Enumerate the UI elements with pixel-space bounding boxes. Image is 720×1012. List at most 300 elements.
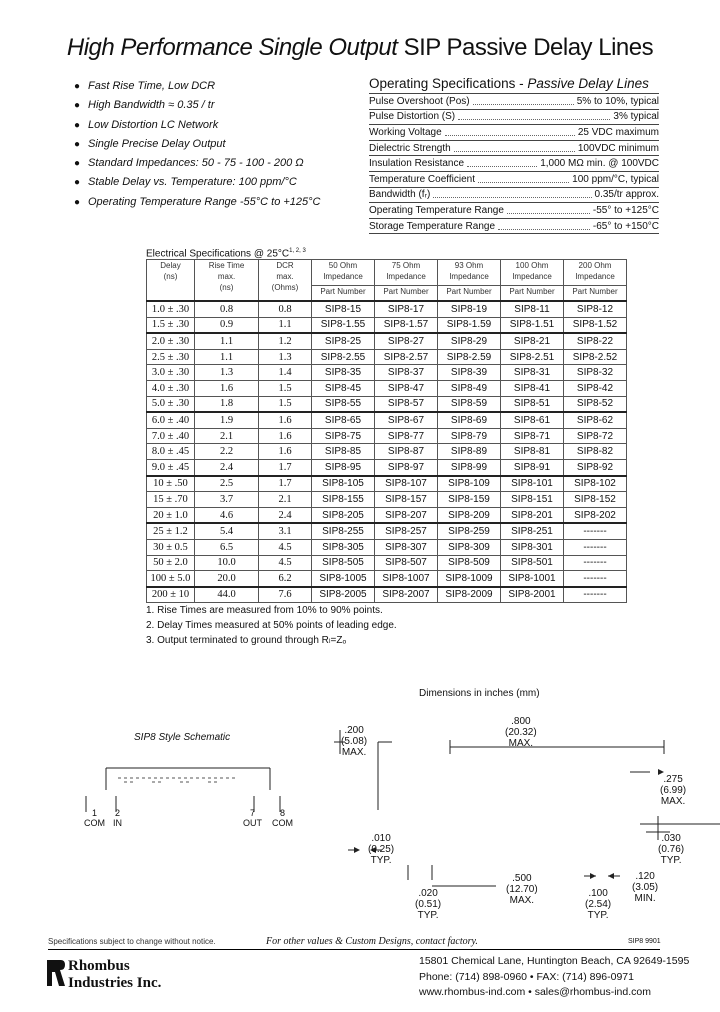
dot-leader xyxy=(467,160,537,167)
bullet-icon: ● xyxy=(74,119,81,131)
part-number-cell: SIP8-151 xyxy=(501,492,564,508)
operating-specifications xyxy=(369,76,659,234)
opspec-value: 3% typical xyxy=(613,111,659,123)
part-number-cell: SIP8-95 xyxy=(312,459,375,475)
part-number-cell: SIP8-255 xyxy=(312,523,375,539)
dot-leader xyxy=(454,145,575,152)
table-row xyxy=(147,476,627,492)
arrow-head xyxy=(590,873,596,879)
pin-number: 1 xyxy=(91,808,97,818)
spec-cell: 0.8 xyxy=(195,301,259,317)
electrical-spec-table xyxy=(146,259,627,603)
part-number-cell: SIP8-77 xyxy=(375,428,438,444)
spec-cell: 1.9 xyxy=(195,412,259,428)
column-header-text: 100 Ohm Impedance xyxy=(512,261,552,281)
spec-cell: 8.0 ± .45 xyxy=(147,444,195,460)
part-number-cell: SIP8-11 xyxy=(501,301,564,317)
address: 15801 Chemical Lane, Huntington Beach, CA 92649-1595 xyxy=(419,955,690,967)
spec-cell: 1.5 xyxy=(259,380,312,396)
dimension-text: (6.99) xyxy=(660,785,687,796)
part-number-cell: SIP8-41 xyxy=(501,380,564,396)
bullet-icon: ● xyxy=(74,138,81,150)
opspec-title xyxy=(369,76,659,91)
spec-cell: 4.5 xyxy=(259,539,312,555)
dimension-text: MAX. xyxy=(341,747,367,758)
part-number-cell: SIP8-85 xyxy=(312,444,375,460)
spec-cell: 1.4 xyxy=(259,365,312,381)
part-number-cell: SIP8-35 xyxy=(312,365,375,381)
dimension-text: MAX. xyxy=(508,738,534,749)
table-row xyxy=(147,365,627,381)
notes xyxy=(146,603,397,648)
dimension-text: (5.08) xyxy=(341,736,368,747)
pin-label xyxy=(243,808,262,828)
note-item: 3. Output terminated to ground through Rₗ=Zₒ xyxy=(146,635,347,646)
table-row xyxy=(147,507,627,523)
part-number-cell: ------- xyxy=(564,523,627,539)
dot-leader xyxy=(445,129,575,136)
part-number-cell: SIP8-2.51 xyxy=(501,349,564,365)
pin-name: OUT xyxy=(243,818,262,828)
note-item: 2. Delay Times measured at 50% points of leading edge. xyxy=(146,620,397,631)
part-number-cell: SIP8-47 xyxy=(375,380,438,396)
opspec-value: 25 VDC maximum xyxy=(577,126,659,138)
part-number-cell: SIP8-31 xyxy=(501,365,564,381)
opspec-row xyxy=(369,202,659,218)
table-row xyxy=(147,444,627,460)
spec-cell: 1.6 xyxy=(259,444,312,460)
dim-010 xyxy=(368,833,394,866)
dimension-text: .100 xyxy=(588,888,608,899)
opspec-label: Bandwidth (fᵣ) xyxy=(369,189,431,201)
part-number-cell: SIP8-2005 xyxy=(312,587,375,603)
part-number-cell: SIP8-25 xyxy=(312,333,375,349)
spec-cell: 6.0 ± .40 xyxy=(147,412,195,428)
part-number-cell: SIP8-22 xyxy=(564,333,627,349)
dimension-text: MAX. xyxy=(509,895,535,906)
column-header-text: Delay (ns) xyxy=(160,261,181,281)
part-number-cell: SIP8-15 xyxy=(312,301,375,317)
pin-name: COM xyxy=(272,818,293,828)
spec-cell: 0.8 xyxy=(259,301,312,317)
dimension-text: .200 xyxy=(344,725,364,736)
dimension-text: (20.32) xyxy=(505,727,537,738)
column-header xyxy=(438,260,501,302)
part-number-cell: ------- xyxy=(564,555,627,571)
part-number-cell: SIP8-251 xyxy=(501,523,564,539)
dimension-text: (0.25) xyxy=(368,844,395,855)
feature-item xyxy=(74,119,364,138)
bullet-icon: ● xyxy=(74,100,81,112)
opspec-row xyxy=(369,140,659,156)
column-header xyxy=(195,260,259,302)
part-number-cell: SIP8-1005 xyxy=(312,571,375,587)
spec-cell: 1.1 xyxy=(259,317,312,333)
table-row xyxy=(147,539,627,555)
part-number-cell: SIP8-12 xyxy=(564,301,627,317)
company-name-line2: Industries Inc. xyxy=(68,975,162,991)
spec-cell: 1.2 xyxy=(259,333,312,349)
spec-cell: 3.7 xyxy=(195,492,259,508)
spec-cell: 5.4 xyxy=(195,523,259,539)
part-number-cell: SIP8-2009 xyxy=(438,587,501,603)
dim-100 xyxy=(585,888,611,921)
opspec-row xyxy=(369,218,659,235)
feature-text: Operating Temperature Range -55°C to +125°C xyxy=(88,195,321,208)
opspec-row xyxy=(369,93,659,109)
part-number-cell: SIP8-75 xyxy=(312,428,375,444)
part-number-cell: SIP8-21 xyxy=(501,333,564,349)
part-number-cell: SIP8-67 xyxy=(375,412,438,428)
part-number-cell: SIP8-155 xyxy=(312,492,375,508)
pin-name: IN xyxy=(113,818,122,828)
spec-cell: 2.5 ± .30 xyxy=(147,349,195,365)
column-header-text: 50 Ohm Impedance xyxy=(323,261,363,281)
note-item: 1. Rise Times are measured from 10% to 90% points. xyxy=(146,605,383,616)
spec-cell: 1.6 xyxy=(195,380,259,396)
feature-text: Single Precise Delay Output xyxy=(88,137,226,150)
table-row xyxy=(147,459,627,475)
part-number-cell: ------- xyxy=(564,539,627,555)
spec-cell: 1.6 xyxy=(259,412,312,428)
dim-200 xyxy=(341,725,367,758)
spec-cell: 3.0 ± .30 xyxy=(147,365,195,381)
part-number-cell: SIP8-201 xyxy=(501,507,564,523)
part-number-cell: SIP8-2001 xyxy=(501,587,564,603)
bullet-icon: ● xyxy=(74,158,81,170)
arrow-head xyxy=(354,847,360,853)
part-number-cell: SIP8-205 xyxy=(312,507,375,523)
part-number-cell: SIP8-1.52 xyxy=(564,317,627,333)
spec-cell: 10 ± .50 xyxy=(147,476,195,492)
spec-cell: 1.7 xyxy=(259,459,312,475)
feature-text: Stable Delay vs. Temperature: 100 ppm/°C xyxy=(88,176,297,189)
spec-cell: 6.5 xyxy=(195,539,259,555)
spec-cell: 100 ± 5.0 xyxy=(147,571,195,587)
opspec-label: Storage Temperature Range xyxy=(369,220,496,232)
part-number-cell: SIP8-62 xyxy=(564,412,627,428)
spec-cell: 7.0 ± .40 xyxy=(147,428,195,444)
part-number-cell: SIP8-209 xyxy=(438,507,501,523)
dimensions-title: Dimensions in inches (mm) xyxy=(419,688,540,699)
part-number-cell: SIP8-2.52 xyxy=(564,349,627,365)
part-number-cell: SIP8-45 xyxy=(312,380,375,396)
column-header xyxy=(312,260,375,302)
title-plain: SIP Passive Delay Lines xyxy=(397,34,654,61)
part-number-cell: SIP8-82 xyxy=(564,444,627,460)
part-number-cell: SIP8-92 xyxy=(564,459,627,475)
part-number-cell: SIP8-71 xyxy=(501,428,564,444)
part-number-cell: SIP8-101 xyxy=(501,476,564,492)
schematic-title: SIP8 Style Schematic xyxy=(134,732,231,743)
opspec-label: Working Voltage xyxy=(369,126,442,138)
part-number-cell: SIP8-107 xyxy=(375,476,438,492)
opspec-row xyxy=(369,124,659,140)
dimension-text: .010 xyxy=(371,833,391,844)
part-number-label: Part Number xyxy=(312,285,374,297)
arrow-head xyxy=(608,873,614,879)
part-number-cell: SIP8-2.55 xyxy=(312,349,375,365)
spec-cell: 1.0 ± .30 xyxy=(147,301,195,317)
part-number-cell: SIP8-1007 xyxy=(375,571,438,587)
spec-cell: 0.9 xyxy=(195,317,259,333)
part-number-cell: SIP8-2.57 xyxy=(375,349,438,365)
spec-cell: 15 ± .70 xyxy=(147,492,195,508)
feature-text: Low Distortion LC Network xyxy=(88,118,219,131)
part-number-cell: SIP8-509 xyxy=(438,555,501,571)
part-number-cell: ------- xyxy=(564,571,627,587)
part-number-cell: SIP8-102 xyxy=(564,476,627,492)
part-number-cell: SIP8-1009 xyxy=(438,571,501,587)
dim-800 xyxy=(505,716,537,749)
dot-leader xyxy=(507,207,590,214)
opspec-value: -65° to +150°C xyxy=(592,220,659,232)
spec-cell: 1.3 xyxy=(259,349,312,365)
spec-cell: 2.1 xyxy=(195,428,259,444)
table-row xyxy=(147,317,627,333)
opspec-label: Insulation Resistance xyxy=(369,158,465,170)
part-number-cell: SIP8-87 xyxy=(375,444,438,460)
dim-275 xyxy=(660,774,686,807)
part-number-cell: SIP8-159 xyxy=(438,492,501,508)
dot-leader xyxy=(473,98,574,105)
feature-item xyxy=(74,176,364,195)
dimension-text: MAX. xyxy=(660,796,686,807)
table-header-row xyxy=(147,260,627,302)
spec-cell: 1.8 xyxy=(195,396,259,412)
opspec-title-plain: Operating Specifications - xyxy=(369,76,528,91)
dimension-text: (0.51) xyxy=(415,899,442,910)
part-number-cell: SIP8-1.55 xyxy=(312,317,375,333)
feature-text: Standard Impedances: 50 - 75 - 100 - 200 Ω xyxy=(88,157,304,170)
part-number-cell: SIP8-89 xyxy=(438,444,501,460)
dimension-text: .500 xyxy=(512,873,532,884)
web-email[interactable]: www.rhombus-ind.com • sales@rhombus-ind.com xyxy=(419,986,651,998)
spec-cell: 1.5 xyxy=(259,396,312,412)
feature-item xyxy=(74,157,364,176)
dimension-text: TYP. xyxy=(370,855,392,866)
column-header-text: DCR max. (Ohms) xyxy=(271,261,299,292)
dimension-text: TYP. xyxy=(660,855,682,866)
dimension-text: .275 xyxy=(663,774,683,785)
dimension-text: (12.70) xyxy=(506,884,538,895)
part-number-cell: SIP8-259 xyxy=(438,523,501,539)
feature-item xyxy=(74,196,364,215)
table-row xyxy=(147,412,627,428)
dimension-text: TYP. xyxy=(417,910,439,921)
opspec-value: 100 ppm/°C, typical xyxy=(572,173,659,185)
dimension-text: (3.05) xyxy=(632,882,659,893)
pin-number: 7 xyxy=(249,808,255,818)
pin-label xyxy=(272,808,293,828)
part-number-cell: SIP8-309 xyxy=(438,539,501,555)
bullet-icon: ● xyxy=(74,177,81,189)
column-header xyxy=(375,260,438,302)
column-header-text: Rise Time max. (ns) xyxy=(208,261,245,292)
column-header xyxy=(564,260,627,302)
part-number-cell: SIP8-91 xyxy=(501,459,564,475)
part-number-cell: SIP8-301 xyxy=(501,539,564,555)
part-number-cell: SIP8-57 xyxy=(375,396,438,412)
spec-cell: 4.0 ± .30 xyxy=(147,380,195,396)
table-row xyxy=(147,587,627,603)
opspec-label: Temperature Coefficient xyxy=(369,173,475,185)
table-row xyxy=(147,571,627,587)
part-number-label: Part Number xyxy=(438,285,500,297)
column-header-text: 93 Ohm Impedance xyxy=(449,261,489,281)
title-italic: High Performance Single Output xyxy=(66,34,398,61)
opspec-value: 1,000 MΩ min. @ 100VDC xyxy=(540,158,659,170)
part-number-cell: SIP8-51 xyxy=(501,396,564,412)
dot-leader xyxy=(458,113,610,120)
footer-divider xyxy=(48,949,660,950)
opspec-rows xyxy=(369,93,659,234)
dimension-text: .800 xyxy=(511,716,531,727)
part-number-cell: SIP8-79 xyxy=(438,428,501,444)
dim-020 xyxy=(415,888,441,921)
part-number-cell: SIP8-2.59 xyxy=(438,349,501,365)
spec-cell: 1.6 xyxy=(259,428,312,444)
spec-cell: 50 ± 2.0 xyxy=(147,555,195,571)
dimension-text: .030 xyxy=(661,833,681,844)
dim-120 xyxy=(632,871,658,904)
part-number-cell: SIP8-99 xyxy=(438,459,501,475)
pin-name: COM xyxy=(84,818,105,828)
pin-label xyxy=(113,808,122,828)
spec-cell: 9.0 ± .45 xyxy=(147,459,195,475)
opspec-row xyxy=(369,155,659,171)
part-number-cell: SIP8-2007 xyxy=(375,587,438,603)
table-row xyxy=(147,349,627,365)
table-body xyxy=(147,301,627,603)
part-number-cell: SIP8-505 xyxy=(312,555,375,571)
phone-fax: Phone: (714) 898-0960 • FAX: (714) 896-0971 xyxy=(419,970,634,983)
dot-leader xyxy=(498,223,590,230)
column-header-text: 200 Ohm Impedance xyxy=(575,261,615,281)
opspec-value: 5% to 10%, typical xyxy=(576,95,659,107)
part-number-label: Part Number xyxy=(564,285,626,297)
spec-cell: 5.0 ± .30 xyxy=(147,396,195,412)
opspec-label: Operating Temperature Range xyxy=(369,204,504,216)
part-number-cell: SIP8-157 xyxy=(375,492,438,508)
dimension-text: (0.76) xyxy=(658,844,685,855)
part-number-cell: SIP8-1.59 xyxy=(438,317,501,333)
company-name xyxy=(68,958,161,992)
column-header xyxy=(501,260,564,302)
part-number-cell: SIP8-105 xyxy=(312,476,375,492)
part-number-cell: SIP8-1.57 xyxy=(375,317,438,333)
opspec-value: 0.35/tr approx. xyxy=(594,189,659,201)
spec-cell: 2.4 xyxy=(259,507,312,523)
part-number-cell: SIP8-59 xyxy=(438,396,501,412)
opspec-value: 100VDC minimum xyxy=(577,142,659,154)
spec-cell: 1.5 ± .30 xyxy=(147,317,195,333)
spec-cell: 1.3 xyxy=(195,365,259,381)
rhombus-logo-icon xyxy=(46,958,66,988)
feature-item xyxy=(74,99,364,118)
column-header-text: 75 Ohm Impedance xyxy=(386,261,426,281)
feature-item xyxy=(74,80,364,99)
spec-cell: 20.0 xyxy=(195,571,259,587)
spec-cell: 1.1 xyxy=(195,333,259,349)
part-number-cell: SIP8-39 xyxy=(438,365,501,381)
opspec-row xyxy=(369,109,659,125)
dimension-text: .120 xyxy=(635,871,655,882)
spec-cell: 2.1 xyxy=(259,492,312,508)
part-number-cell: SIP8-42 xyxy=(564,380,627,396)
part-number-cell: SIP8-501 xyxy=(501,555,564,571)
part-number-cell: SIP8-152 xyxy=(564,492,627,508)
pin-label xyxy=(84,808,105,828)
column-header xyxy=(259,260,312,302)
table-row xyxy=(147,380,627,396)
part-number-cell: SIP8-72 xyxy=(564,428,627,444)
part-number-cell: SIP8-55 xyxy=(312,396,375,412)
elec-spec-title-sup: 1, 2, 3 xyxy=(289,248,306,254)
dimension-text: .020 xyxy=(418,888,438,899)
disclaimer: Specifications subject to change without notice. xyxy=(48,937,216,946)
spec-cell: 2.5 xyxy=(195,476,259,492)
dimension-text: TYP. xyxy=(587,910,609,921)
part-number-cell: SIP8-65 xyxy=(312,412,375,428)
company-name-line1: Rhombus xyxy=(68,958,130,974)
feature-list xyxy=(74,80,364,215)
spec-cell: 4.5 xyxy=(259,555,312,571)
spec-cell: 4.6 xyxy=(195,507,259,523)
opspec-value: -55° to +125°C xyxy=(592,204,659,216)
spec-cell: 7.6 xyxy=(259,587,312,603)
table-row xyxy=(147,492,627,508)
dot-leader xyxy=(478,176,569,183)
pin-number: 2 xyxy=(114,808,120,818)
table-row xyxy=(147,428,627,444)
part-number-cell: SIP8-109 xyxy=(438,476,501,492)
part-number-cell: SIP8-19 xyxy=(438,301,501,317)
part-number-cell: SIP8-27 xyxy=(375,333,438,349)
part-number-cell: SIP8-257 xyxy=(375,523,438,539)
part-number-cell: SIP8-37 xyxy=(375,365,438,381)
opspec-title-italic: Passive Delay Lines xyxy=(527,76,649,91)
document-number: SIP8 9901 xyxy=(628,938,661,945)
dot-leader xyxy=(433,191,591,198)
table-row xyxy=(147,523,627,539)
elec-spec-title-text: Electrical Specifications @ 25°C xyxy=(146,248,290,260)
part-number-cell: SIP8-29 xyxy=(438,333,501,349)
spec-cell: 2.4 xyxy=(195,459,259,475)
custom-designs-note: For other values & Custom Designs, contact factory. xyxy=(266,936,478,947)
feature-text: High Bandwidth ≈ 0.35 / tr xyxy=(88,99,215,112)
bullet-icon: ● xyxy=(74,81,81,92)
opspec-label: Pulse Distortion (S) xyxy=(369,111,456,123)
table-row xyxy=(147,333,627,349)
table-row xyxy=(147,555,627,571)
opspec-row xyxy=(369,171,659,187)
spec-cell: 44.0 xyxy=(195,587,259,603)
spec-cell: 3.1 xyxy=(259,523,312,539)
feature-text: Fast Rise Time, Low DCR xyxy=(88,80,216,92)
part-number-label: Part Number xyxy=(501,285,563,297)
part-number-cell: SIP8-207 xyxy=(375,507,438,523)
part-number-cell: SIP8-52 xyxy=(564,396,627,412)
page-title xyxy=(0,34,720,62)
spec-cell: 30 ± 0.5 xyxy=(147,539,195,555)
spec-cell: 2.0 ± .30 xyxy=(147,333,195,349)
spec-cell: 1.1 xyxy=(195,349,259,365)
dim-500 xyxy=(506,873,538,906)
opspec-label: Dielectric Strength xyxy=(369,142,451,154)
part-number-cell: SIP8-1001 xyxy=(501,571,564,587)
part-number-label: Part Number xyxy=(375,285,437,297)
